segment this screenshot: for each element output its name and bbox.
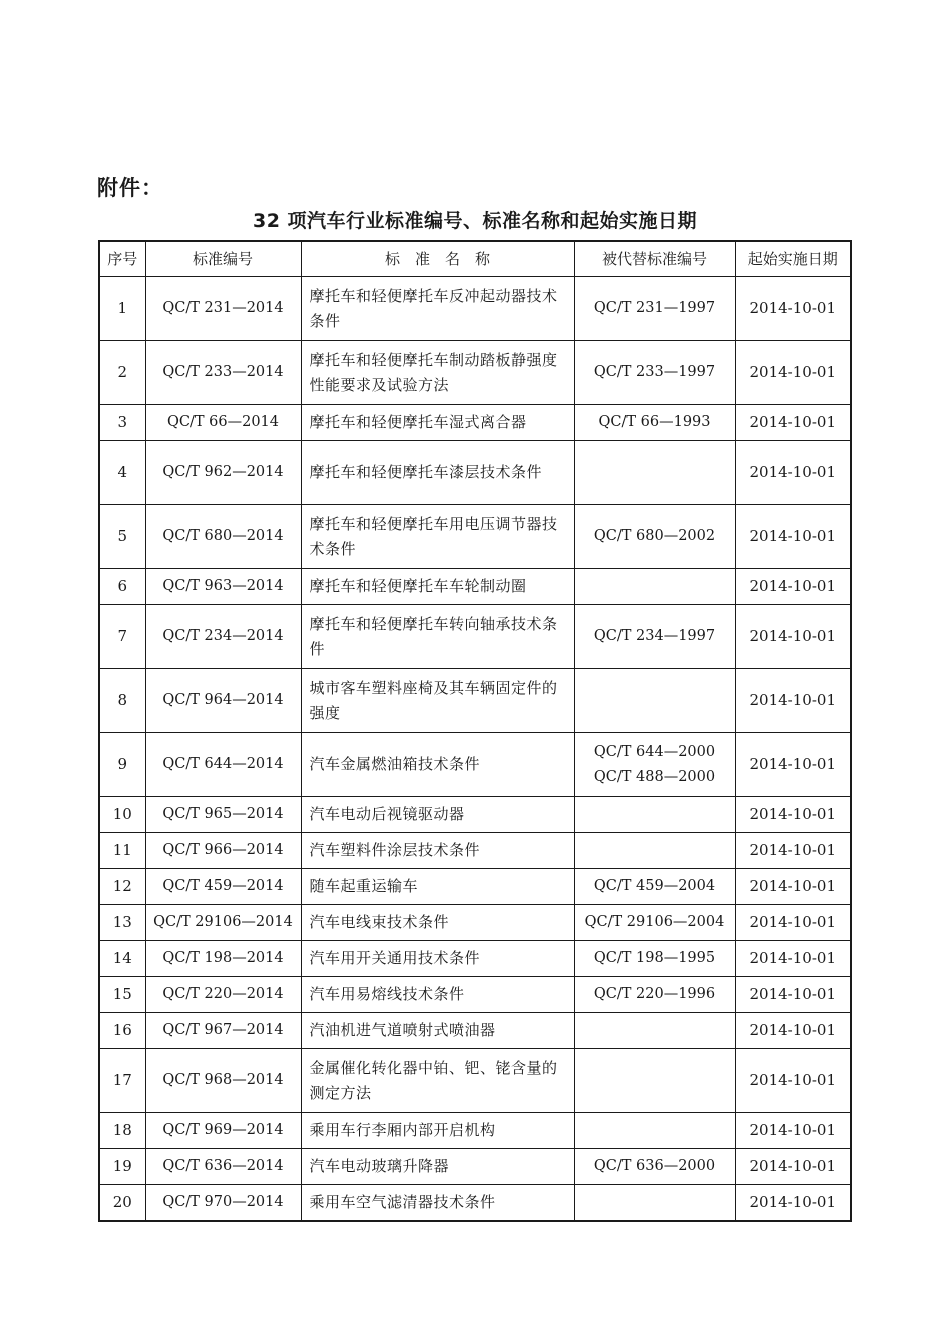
cell-code: QC/T 459—2014 bbox=[145, 869, 301, 905]
table-row bbox=[99, 941, 851, 977]
cell-replaced bbox=[574, 1185, 735, 1222]
cell-date: 2014-10-01 bbox=[735, 505, 851, 569]
replaced-code: QC/T 459—2004 bbox=[593, 878, 716, 894]
cell-name: 汽车电动后视镜驱动器 bbox=[301, 797, 574, 833]
cell-replaced bbox=[574, 505, 735, 569]
cell-date: 2014-10-01 bbox=[735, 733, 851, 797]
cell-replaced bbox=[574, 941, 735, 977]
cell-replaced bbox=[574, 733, 735, 797]
cell-name: 乘用车空气滤清器技术条件 bbox=[301, 1185, 574, 1222]
cell-date: 2014-10-01 bbox=[735, 405, 851, 441]
cell-seq: 4 bbox=[99, 441, 145, 505]
table-row bbox=[99, 797, 851, 833]
cell-code: QC/T 220—2014 bbox=[145, 977, 301, 1013]
replaced-code: QC/T 636—2000 bbox=[593, 1158, 716, 1174]
table-row bbox=[99, 669, 851, 733]
cell-seq: 12 bbox=[99, 869, 145, 905]
cell-seq: 1 bbox=[99, 277, 145, 341]
cell-date: 2014-10-01 bbox=[735, 605, 851, 669]
table-row bbox=[99, 569, 851, 605]
cell-name: 汽车用易熔线技术条件 bbox=[301, 977, 574, 1013]
cell-code: QC/T 231—2014 bbox=[145, 277, 301, 341]
cell-replaced bbox=[574, 277, 735, 341]
table-row bbox=[99, 441, 851, 505]
cell-seq: 6 bbox=[99, 569, 145, 605]
table-row bbox=[99, 905, 851, 941]
cell-replaced bbox=[574, 1049, 735, 1113]
table-row bbox=[99, 1049, 851, 1113]
cell-date: 2014-10-01 bbox=[735, 1113, 851, 1149]
replaced-code: QC/T 198—1995 bbox=[593, 950, 716, 966]
cell-replaced bbox=[574, 669, 735, 733]
cell-code: QC/T 636—2014 bbox=[145, 1149, 301, 1185]
cell-name: 摩托车和轻便摩托车转向轴承技术条件 bbox=[301, 605, 574, 669]
cell-seq: 2 bbox=[99, 341, 145, 405]
cell-code: QC/T 965—2014 bbox=[145, 797, 301, 833]
table-row bbox=[99, 1149, 851, 1185]
attachment-label: 附件： bbox=[97, 176, 163, 200]
cell-date: 2014-10-01 bbox=[735, 797, 851, 833]
replaced-code: QC/T 231—1997 bbox=[593, 300, 716, 316]
cell-replaced bbox=[574, 341, 735, 405]
cell-code: QC/T 680—2014 bbox=[145, 505, 301, 569]
cell-code: QC/T 964—2014 bbox=[145, 669, 301, 733]
cell-seq: 9 bbox=[99, 733, 145, 797]
cell-replaced bbox=[574, 1013, 735, 1049]
cell-code: QC/T 198—2014 bbox=[145, 941, 301, 977]
replaced-code: QC/T 234—1997 bbox=[593, 628, 716, 644]
cell-name: 摩托车和轻便摩托车湿式离合器 bbox=[301, 405, 574, 441]
cell-date: 2014-10-01 bbox=[735, 869, 851, 905]
column-header-seq: 序号 bbox=[99, 241, 145, 277]
table-row bbox=[99, 869, 851, 905]
cell-name: 汽车用开关通用技术条件 bbox=[301, 941, 574, 977]
cell-seq: 3 bbox=[99, 405, 145, 441]
cell-seq: 5 bbox=[99, 505, 145, 569]
cell-replaced bbox=[574, 977, 735, 1013]
cell-name: 汽车金属燃油箱技术条件 bbox=[301, 733, 574, 797]
replaced-code: QC/T 644—2000 bbox=[593, 743, 716, 760]
cell-seq: 13 bbox=[99, 905, 145, 941]
cell-seq: 11 bbox=[99, 833, 145, 869]
cell-replaced bbox=[574, 905, 735, 941]
replaced-code: QC/T 220—1996 bbox=[593, 986, 716, 1002]
cell-date: 2014-10-01 bbox=[735, 277, 851, 341]
table-row bbox=[99, 405, 851, 441]
cell-code: QC/T 29106—2014 bbox=[145, 905, 301, 941]
cell-name: 金属催化转化器中铂、钯、铑含量的测定方法 bbox=[301, 1049, 574, 1113]
cell-seq: 20 bbox=[99, 1185, 145, 1222]
cell-name: 随车起重运输车 bbox=[301, 869, 574, 905]
cell-name: 摩托车和轻便摩托车用电压调节器技术条件 bbox=[301, 505, 574, 569]
cell-replaced bbox=[574, 441, 735, 505]
cell-code: QC/T 963—2014 bbox=[145, 569, 301, 605]
cell-date: 2014-10-01 bbox=[735, 441, 851, 505]
cell-date: 2014-10-01 bbox=[735, 977, 851, 1013]
cell-seq: 16 bbox=[99, 1013, 145, 1049]
table-row bbox=[99, 733, 851, 797]
cell-name: 汽油机进气道喷射式喷油器 bbox=[301, 1013, 574, 1049]
cell-name: 摩托车和轻便摩托车车轮制动圈 bbox=[301, 569, 574, 605]
cell-seq: 18 bbox=[99, 1113, 145, 1149]
table-header-row bbox=[99, 241, 851, 277]
cell-replaced bbox=[574, 869, 735, 905]
replaced-code: QC/T 680—2002 bbox=[593, 528, 716, 544]
cell-date: 2014-10-01 bbox=[735, 669, 851, 733]
cell-date: 2014-10-01 bbox=[735, 1185, 851, 1222]
cell-code: QC/T 970—2014 bbox=[145, 1185, 301, 1222]
table-row bbox=[99, 1185, 851, 1222]
cell-name: 摩托车和轻便摩托车漆层技术条件 bbox=[301, 441, 574, 505]
column-header-code: 标准编号 bbox=[145, 241, 301, 277]
cell-name: 城市客车塑料座椅及其车辆固定件的强度 bbox=[301, 669, 574, 733]
cell-replaced bbox=[574, 1149, 735, 1185]
cell-name: 摩托车和轻便摩托车制动踏板静强度性能要求及试验方法 bbox=[301, 341, 574, 405]
cell-date: 2014-10-01 bbox=[735, 941, 851, 977]
column-header-name: 标 准 名 称 bbox=[301, 241, 574, 277]
replaced-code: QC/T 29106—2004 bbox=[584, 914, 725, 930]
replaced-code: QC/T 66—1993 bbox=[598, 414, 711, 430]
cell-date: 2014-10-01 bbox=[735, 833, 851, 869]
cell-date: 2014-10-01 bbox=[735, 1049, 851, 1113]
table-body bbox=[99, 277, 851, 1222]
cell-replaced bbox=[574, 1113, 735, 1149]
column-header-replaced: 被代替标准编号 bbox=[574, 241, 735, 277]
cell-name: 摩托车和轻便摩托车反冲起动器技术条件 bbox=[301, 277, 574, 341]
cell-replaced bbox=[574, 797, 735, 833]
table-row bbox=[99, 1113, 851, 1149]
cell-code: QC/T 66—2014 bbox=[145, 405, 301, 441]
cell-seq: 14 bbox=[99, 941, 145, 977]
table-row bbox=[99, 833, 851, 869]
column-header-date: 起始实施日期 bbox=[735, 241, 851, 277]
cell-name: 汽车电动玻璃升降器 bbox=[301, 1149, 574, 1185]
cell-seq: 8 bbox=[99, 669, 145, 733]
replaced-code: QC/T 233—1997 bbox=[593, 364, 716, 380]
cell-date: 2014-10-01 bbox=[735, 1149, 851, 1185]
table-row bbox=[99, 341, 851, 405]
standards-table bbox=[98, 240, 852, 1222]
table-row bbox=[99, 277, 851, 341]
cell-date: 2014-10-01 bbox=[735, 341, 851, 405]
table-row bbox=[99, 605, 851, 669]
cell-replaced bbox=[574, 405, 735, 441]
cell-name: 汽车电线束技术条件 bbox=[301, 905, 574, 941]
cell-code: QC/T 969—2014 bbox=[145, 1113, 301, 1149]
cell-replaced bbox=[574, 569, 735, 605]
cell-code: QC/T 962—2014 bbox=[145, 441, 301, 505]
cell-replaced bbox=[574, 833, 735, 869]
cell-code: QC/T 967—2014 bbox=[145, 1013, 301, 1049]
cell-code: QC/T 966—2014 bbox=[145, 833, 301, 869]
table-row bbox=[99, 505, 851, 569]
cell-seq: 7 bbox=[99, 605, 145, 669]
cell-name: 乘用车行李厢内部开启机构 bbox=[301, 1113, 574, 1149]
cell-code: QC/T 233—2014 bbox=[145, 341, 301, 405]
cell-date: 2014-10-01 bbox=[735, 569, 851, 605]
cell-seq: 15 bbox=[99, 977, 145, 1013]
cell-code: QC/T 234—2014 bbox=[145, 605, 301, 669]
cell-name: 汽车塑料件涂层技术条件 bbox=[301, 833, 574, 869]
table-row bbox=[99, 1013, 851, 1049]
document-title: 32 项汽车行业标准编号、标准名称和起始实施日期 bbox=[252, 210, 698, 232]
replaced-code: QC/T 488—2000 bbox=[593, 768, 716, 785]
cell-date: 2014-10-01 bbox=[735, 905, 851, 941]
cell-replaced bbox=[574, 605, 735, 669]
cell-code: QC/T 968—2014 bbox=[145, 1049, 301, 1113]
cell-seq: 17 bbox=[99, 1049, 145, 1113]
cell-seq: 10 bbox=[99, 797, 145, 833]
table-row bbox=[99, 977, 851, 1013]
cell-seq: 19 bbox=[99, 1149, 145, 1185]
cell-date: 2014-10-01 bbox=[735, 1013, 851, 1049]
cell-code: QC/T 644—2014 bbox=[145, 733, 301, 797]
